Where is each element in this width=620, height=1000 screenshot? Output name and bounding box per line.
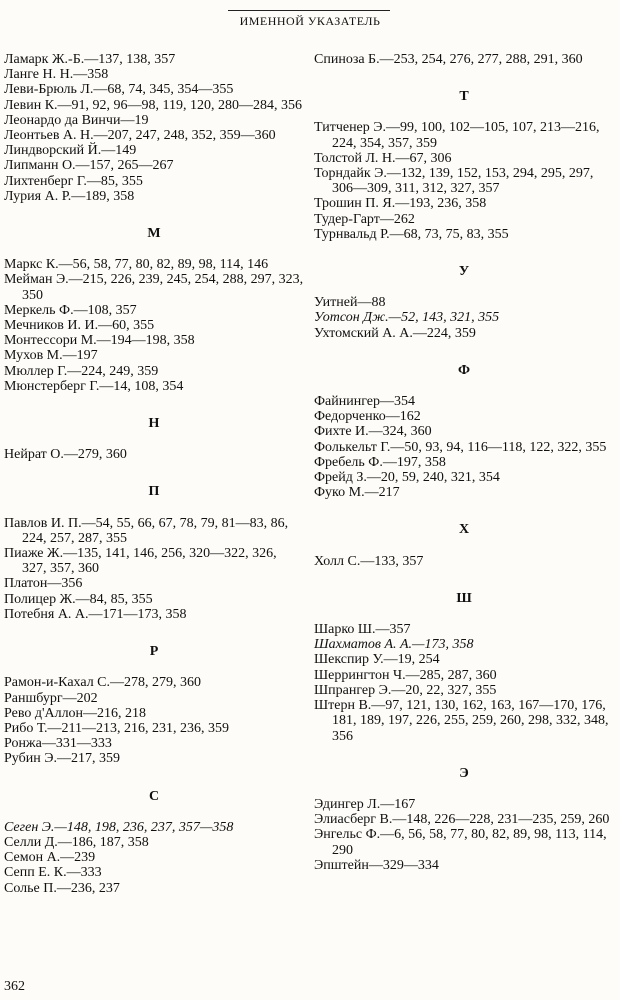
- index-entry: Трошин П. Я.—193, 236, 358: [314, 196, 487, 212]
- index-entry: Нейрат О.—279, 360: [4, 447, 127, 463]
- index-entry: Мейман Э.—215, 226, 239, 245, 254, 288, 297, 323, 350: [4, 272, 304, 303]
- header-rule: [228, 10, 390, 11]
- section-n: [4, 447, 304, 462]
- index-entry: Рубин Э.—217, 359: [4, 751, 120, 767]
- index-entry: Лурия А. Р.—189, 358: [4, 188, 135, 204]
- index-entry: Солье П.—236, 237: [4, 880, 120, 896]
- section-letter: С: [148, 788, 160, 804]
- index-entry: Сепп Е. К.—333: [4, 865, 102, 881]
- index-entry: Шекспир У.—19, 254: [314, 652, 440, 668]
- index-entry: Пиаже Ж.—135, 141, 146, 256, 320—322, 326, 327, 357, 360: [4, 546, 277, 577]
- index-entry: Фолькельт Г.—50, 93, 94, 116—118, 122, 322, 355: [314, 439, 607, 455]
- section-l: [4, 52, 304, 204]
- section-letter: Ш: [456, 590, 472, 606]
- section-letter: П: [148, 484, 160, 500]
- index-entry: Турнвальд Р.—68, 73, 75, 83, 355: [314, 226, 509, 242]
- section-r: [4, 675, 304, 766]
- index-entry: Левин К.—91, 92, 96—98, 119, 120, 280—284, 356: [4, 97, 303, 113]
- index-entry: Селли Д.—186, 187, 358: [4, 834, 149, 850]
- index-entry: Раншбург—202: [4, 690, 98, 706]
- index-entry: Леви-Брюль Л.—68, 74, 345, 354—355: [4, 82, 234, 98]
- section-letter: Э: [459, 765, 469, 781]
- section-letter: М: [147, 226, 161, 242]
- index-entry: Потебня А. А.—171—173, 358: [4, 606, 187, 622]
- page-number: 362: [4, 979, 25, 994]
- index-entry: Линдворский Й.—149: [4, 143, 137, 159]
- index-entry: Торндайк Э.—132, 139, 152, 153, 294, 295, 297, 306—309, 311, 312, 327, 357: [314, 166, 594, 197]
- index-entry: Уотсон Дж.—52, 143, 321, 355: [314, 310, 500, 326]
- index-entry: Мюнстерберг Г.—14, 108, 354: [4, 378, 184, 394]
- section-s-continued: [314, 52, 614, 67]
- section-letter: У: [458, 264, 470, 280]
- index-entry: Уитней—88: [314, 295, 386, 311]
- index-entry: Полицер Ж.—84, 85, 355: [4, 591, 153, 607]
- index-entry: Семон А.—239: [4, 850, 96, 866]
- index-entry: Рамон-и-Кахал С.—278, 279, 360: [4, 675, 202, 691]
- index-entry: Холл С.—133, 357: [314, 553, 424, 569]
- left-column: [4, 52, 304, 896]
- section-letter: Р: [149, 644, 159, 660]
- section-f: [314, 394, 614, 500]
- section-t: [314, 120, 614, 242]
- index-entry: Элиасберг В.—148, 226—228, 231—235, 259, 260: [314, 812, 610, 828]
- index-entry: Шарко Ш.—357: [314, 622, 411, 638]
- index-entry: Леонардо да Винчи—19: [4, 112, 149, 128]
- section-m: [4, 257, 304, 394]
- index-entry: Мюллер Г.—224, 249, 359: [4, 363, 159, 379]
- index-entry: Толстой Л. Н.—67, 306: [314, 150, 452, 166]
- running-header: ИМЕННОЙ УКАЗАТЕЛЬ: [239, 14, 381, 28]
- index-entry: Мечников И. И.—60, 355: [4, 318, 155, 334]
- index-entry: Штерн В.—97, 121, 130, 162, 163, 167—170, 176, 181, 189, 197, 226, 255, 259, 260, 298, 332, 348, 356: [314, 698, 609, 744]
- index-entry: Ламарк Ж.-Б.—137, 138, 357: [4, 52, 176, 67]
- index-entry: Шпрангер Э.—20, 22, 327, 355: [314, 682, 497, 698]
- index-entry: Тудер-Гарт—262: [314, 211, 415, 227]
- index-entry: Фрейд З.—20, 59, 240, 321, 354: [314, 470, 500, 486]
- index-entry: Платон—356: [4, 576, 83, 592]
- index-entry: Титченер Э.—99, 100, 102—105, 107, 213—216, 224, 354, 357, 359: [314, 120, 600, 151]
- index-entry: Фихте И.—324, 360: [314, 424, 432, 440]
- section-letter: Н: [148, 416, 160, 432]
- index-entry: Фуко М.—217: [314, 485, 400, 501]
- section-h: [314, 554, 614, 569]
- index-entry: Ланге Н. Н.—358: [4, 67, 109, 83]
- index-entry: Шеррингтон Ч.—285, 287, 360: [314, 667, 497, 683]
- section-letter: Х: [458, 522, 470, 538]
- index-entry: Шахматов А. А.—173, 358: [314, 637, 474, 653]
- section-u: [314, 295, 614, 341]
- section-letter: Т: [459, 89, 469, 105]
- index-entry: Рево д'Аллон—216, 218: [4, 705, 147, 721]
- index-entry: Ухтомский А. А.—224, 359: [314, 325, 476, 341]
- index-entry: Маркс К.—56, 58, 77, 80, 82, 89, 98, 114, 146: [4, 257, 269, 273]
- index-entry: Липманн О.—157, 265—267: [4, 158, 174, 174]
- index-entry: Меркель Ф.—108, 357: [4, 302, 137, 318]
- index-entry: Ронжа—331—333: [4, 736, 112, 752]
- index-entry: Энгельс Ф.—6, 56, 58, 77, 80, 82, 89, 98, 113, 114, 290: [314, 827, 607, 858]
- index-entry: Файнингер—354: [314, 394, 416, 410]
- section-sh: [314, 622, 614, 744]
- index-entry: Леонтьев А. Н.—207, 247, 248, 352, 359—360: [4, 128, 276, 144]
- index-entry: Спиноза Б.—253, 254, 276, 277, 288, 291, 360: [314, 52, 583, 67]
- right-column: [314, 52, 614, 873]
- index-entry: Павлов И. П.—54, 55, 66, 67, 78, 79, 81—83, 86, 224, 257, 287, 355: [4, 515, 289, 546]
- index-entry: Рибо Т.—211—213, 216, 231, 236, 359: [4, 720, 230, 736]
- index-entry: Фребель Ф.—197, 358: [314, 454, 446, 470]
- index-entry: Мухов М.—197: [4, 348, 98, 364]
- section-letter: Ф: [457, 362, 471, 378]
- index-entry: Лихтенберг Г.—85, 355: [4, 173, 143, 189]
- section-e: [314, 797, 614, 873]
- section-p: [4, 516, 304, 622]
- index-entry: Сеген Э.—148, 198, 236, 237, 357—358: [4, 819, 234, 835]
- index-entry: Эдингер Л.—167: [314, 796, 416, 812]
- index-entry: Монтессори М.—194—198, 358: [4, 333, 195, 349]
- index-entry: Эпштейн—329—334: [314, 857, 439, 873]
- index-entry: Федорченко—162: [314, 409, 421, 425]
- section-s: [4, 820, 304, 896]
